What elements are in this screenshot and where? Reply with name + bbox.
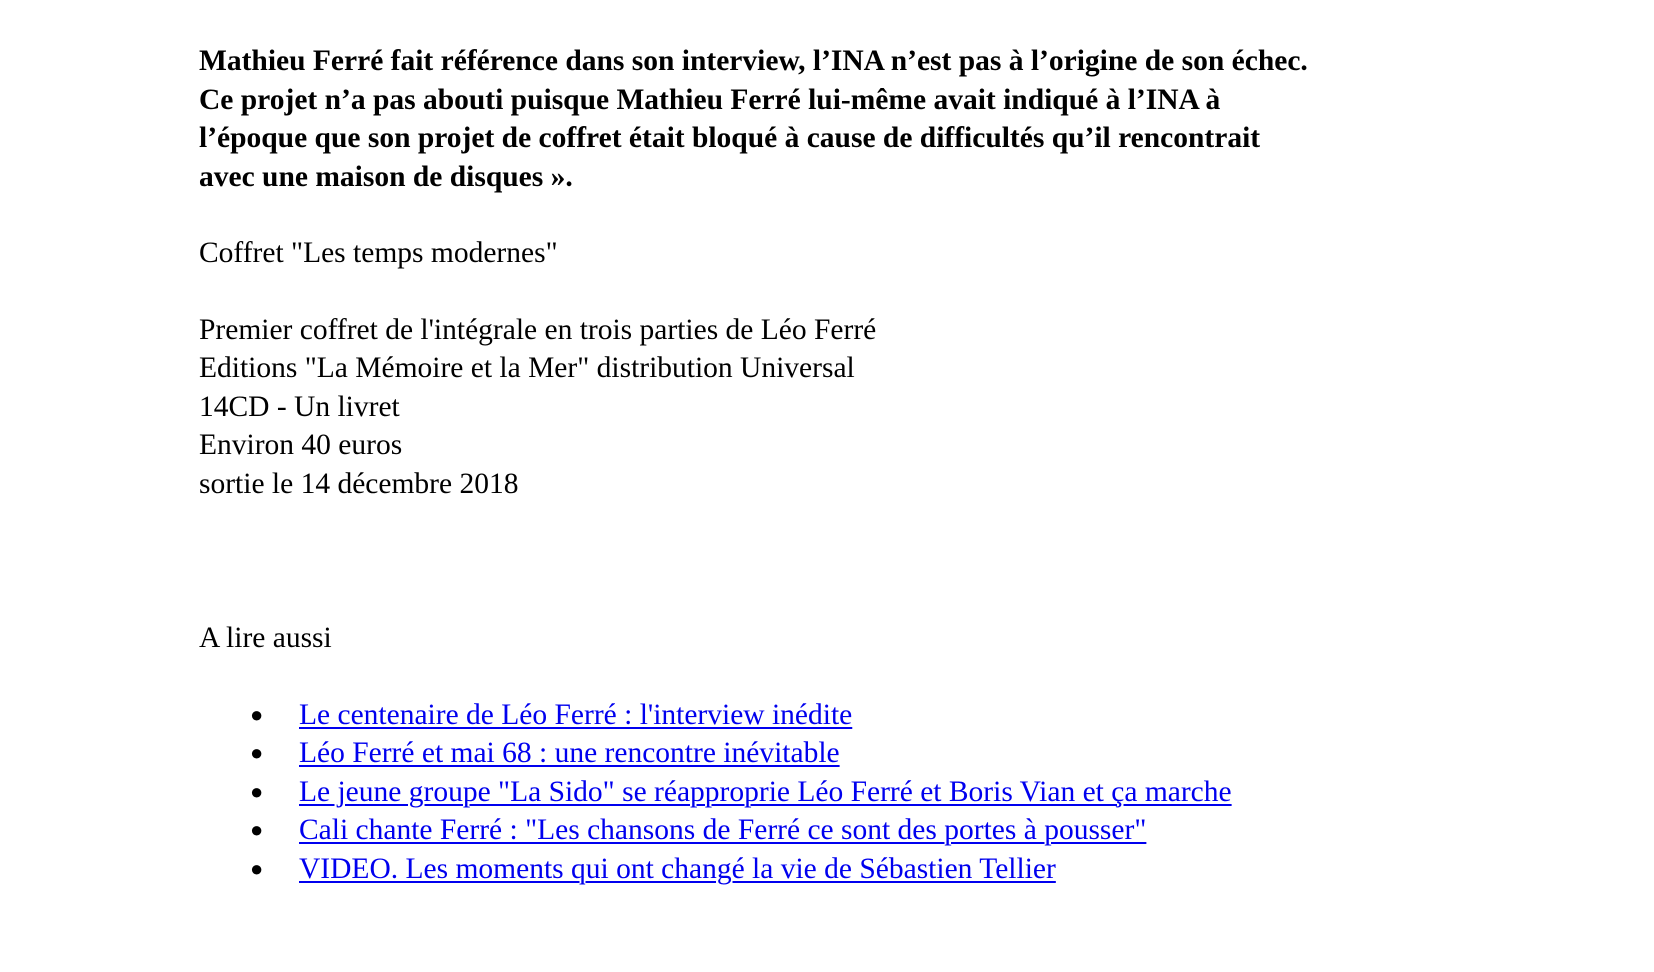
bullet-icon: ● (250, 817, 264, 842)
product-info-line: sortie le 14 décembre 2018 (199, 467, 519, 500)
spacer (199, 658, 1499, 696)
bullet-icon: ● (250, 701, 264, 727)
intro-line: Mathieu Ferré fait référence dans son interview, l’INA n’est pas à l’origine de son échec. (199, 45, 1308, 77)
intro-paragraph (199, 42, 1499, 196)
list-item (199, 850, 1499, 889)
spacer (199, 196, 1499, 234)
spacer (199, 273, 1499, 311)
product-info-line: Environ 40 euros (199, 429, 403, 461)
intro-line: l’époque que son projet de coffret était bloqué à cause de difficultés qu’il rencontrait (199, 122, 1261, 154)
related-link[interactable]: Le centenaire de Léo Ferré : l'interview inédite (299, 698, 853, 731)
read-also-heading: A lire aussi (199, 622, 332, 654)
product-info-line: Editions "La Mémoire et la Mer" distribution Universal (199, 352, 855, 384)
list-item (199, 811, 1499, 850)
product-title: Coffret "Les temps modernes" (199, 237, 558, 269)
related-link[interactable]: Léo Ferré et mai 68 : une rencontre inévitable (299, 737, 840, 769)
document-page (199, 42, 1499, 888)
spacer (199, 503, 1499, 619)
product-info-line: Premier coffret de l'intégrale en trois parties de Léo Ferré (199, 313, 877, 346)
list-item (199, 773, 1499, 812)
related-link[interactable]: Cali chante Ferré : "Les chansons de Ferré ce sont des portes à pousser" (299, 814, 1147, 846)
intro-line: Ce projet n’a pas abouti puisque Mathieu Ferré lui-même avait indiqué à l’INA à (199, 83, 1221, 116)
bullet-icon: ● (250, 778, 264, 804)
intro-line: avec une maison de disques ». (199, 160, 573, 193)
list-item (199, 696, 1499, 735)
related-link[interactable]: VIDEO. Les moments qui ont changé la vie de Sébastien Tellier (299, 852, 1056, 885)
bullet-icon: ● (250, 740, 264, 765)
related-links-list (199, 696, 1499, 889)
product-info (199, 311, 1499, 504)
bullet-icon: ● (250, 855, 264, 881)
product-info-line: 14CD - Un livret (199, 390, 400, 423)
related-link[interactable]: Le jeune groupe "La Sido" se réapproprie Léo Ferré et Boris Vian et ça marche (299, 775, 1232, 808)
list-item (199, 734, 1499, 773)
